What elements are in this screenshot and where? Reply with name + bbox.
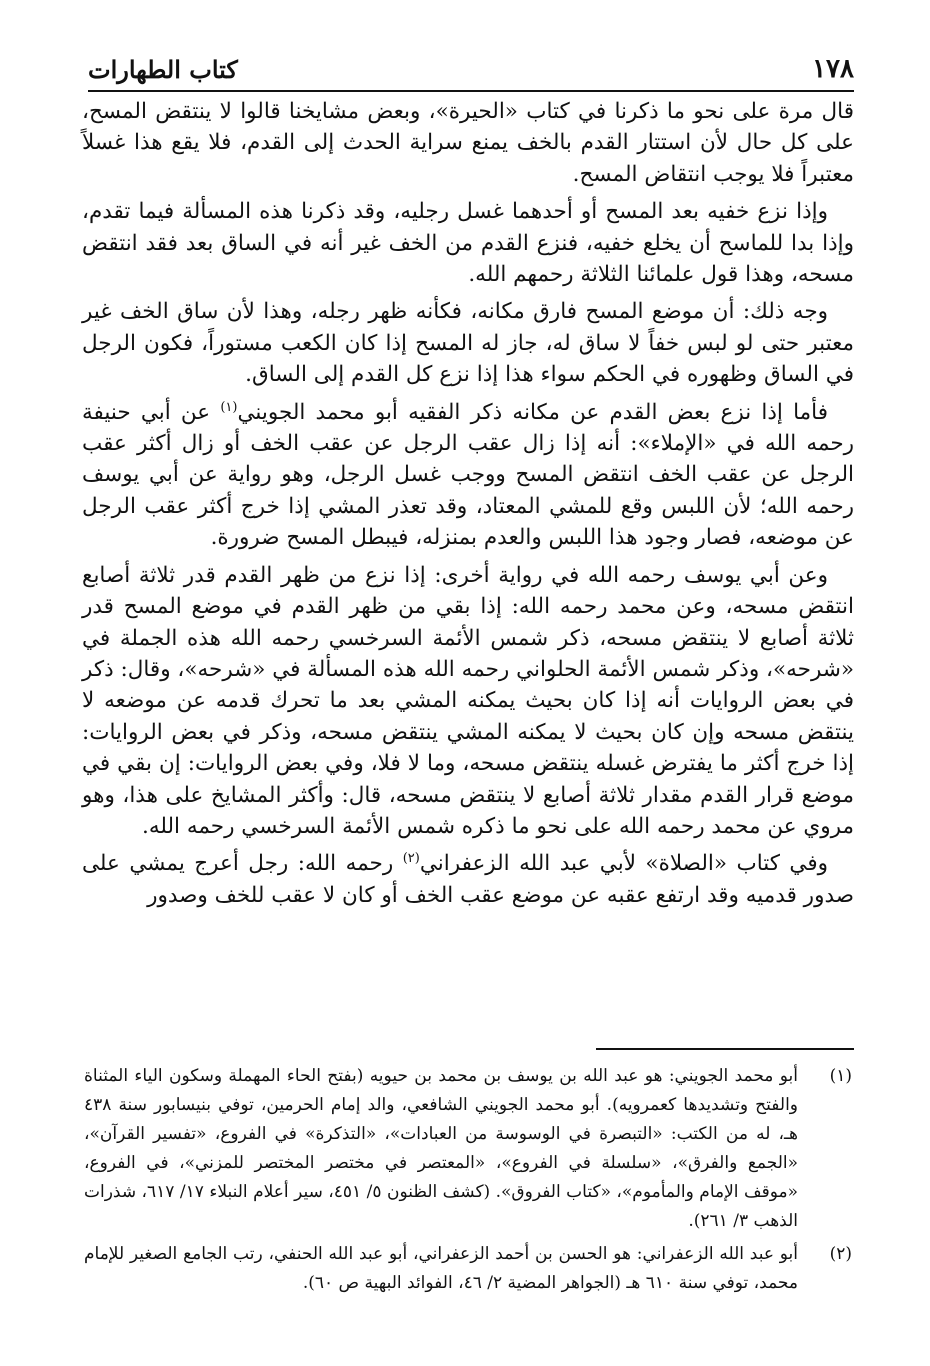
footnote-reference: (١): [220, 399, 238, 415]
footnote: [84, 1062, 852, 1236]
footnote-number: (١): [829, 1066, 852, 1086]
footnote-text: أبو محمد الجويني: هو عبد الله بن يوسف بن محمد بن حيويه (بفتح الحاء المهملة وسكون الياء المثناة والفتح وتشديدها كعمرويه). أبو محمد الجويني الشافعي، والد إمام الحرمين، توفي بنيسابور سنة ٤٣٨ هـ، له من الكتب: «التبصرة في الوسوسة من العبادات»، «التذكرة» في الفروع، «تفسير القرآن»، «الجمع والفرق»، «سلسلة في الفروع»، «المعتصر في مختصر المختصر للمزني»، في الفروع، «موقف الإمام والمأموم»، «كتاب الفروق». (كشف الظنون ٥/ ٤٥١، سير أعلام النبلاء ١٧/ ٦١٧، شذرات الذهب ٣/ ٢٦١).: [84, 1066, 798, 1231]
paragraph-lead: فأما إذا نزع بعض القدم عن مكانه ذكر الفقيه أبو محمد الجويني: [237, 399, 828, 425]
paragraph: وإذا نزع خفيه بعد المسح أو أحدهما غسل رجليه، وقد ذكرنا هذه المسألة فيما تقدم، وإذا بدا للماسح أن يخلع خفيه، فنزع القدم من الخف غير أنه في الساق بعد فقد انتقض مسحه، وهذا قول علمائنا الثلاثة رحمهم الله.: [82, 199, 854, 288]
paragraph-continuation: رحمه الله: رجل أعرج يمشي على صدور قدميه وقد ارتفع عقبه عن موضع عقب الخف أو كان لا عقب للخف وصدور: [82, 851, 854, 908]
paragraph: قال مرة على نحو ما ذكرنا في كتاب «الحيرة»، وبعض مشايخنا قالوا لا ينتقض المسح، على كل حال لأن استتار القدم بالخف يمنع سراية الحدث إلى القدم، فلا يقع هذا غسلاً معتبراً فلا يوجب انتقاض المسح.: [82, 99, 854, 187]
paragraph-segment: [393, 851, 402, 876]
page-number: ١٧٨: [812, 54, 854, 84]
footnote-number: (٢): [829, 1244, 852, 1264]
paragraph: [82, 397, 854, 554]
paragraph: [82, 848, 854, 911]
paragraph: وعن أبي يوسف رحمه الله في رواية أخرى: إذا نزع من ظهر القدم قدر ثلاثة أصابع انتقض مسحه، وعن محمد رحمه الله: إذا بقي من ظهر القدم في موضع المسح قدر ثلاثة أصابع لا ينتقض مسحه، ذكر شمس الأئمة السرخسي رحمه الله هذه الجملة في «شرحه»، وذكر شمس الأئمة الحلواني رحمه الله هذه المسألة في «شرحه»، وقال: ذكر في بعض الروايات أنه إذا كان بحيث يمكنه المشي بعد ما تحرك قدمه عن موضعه لا ينتقض مسحه وإن كان بحيث لا يمكنه المشي ينتقض مسحه، وذكر في بعض الروايات: إذا خرج أكثر ما يفترض غسله ينتقض مسحه، وما لا فلا، وفي بعض الروايات: إن بقي في موضع قرار القدم مقدار ثلاثة أصابع لا ينتقض مسحه، قال: وأكثر المشايخ على هذا، وهو مروي عن محمد رحمه الله على نحو ما ذكره شمس الأئمة السرخسي رحمه الله.: [82, 562, 854, 839]
running-title: كتاب الطهارات: [88, 55, 238, 84]
footnote-text: أبو عبد الله الزعفراني: هو الحسن بن أحمد الزعفراني، أبو عبد الله الحنفي، رتب الجامع الصغير للإمام محمد، توفي سنة ٦١٠ هـ (الجواهر المضية ٢/ ٤٦، الفوائد البهية ص ٦٠).: [84, 1244, 798, 1293]
footnote: [84, 1240, 852, 1298]
paragraph-lead: وفي كتاب «الصلاة» لأبي عبد الله الزعفراني: [419, 851, 829, 877]
page-header: [88, 44, 854, 92]
paragraph: وجه ذلك: أن موضع المسح فارق مكانه، فكأنه ظهر رجله، وهذا لأن ساق الخف غير معتبر حتى لو لبس خفاً لا ساق له، جاز له المسح إذا كان الكعب مستوراً، فكون الرجل في الساق وظهوره في الحكم سواء هذا إذا نزع كل القدم إلى الساق.: [82, 299, 854, 388]
paragraph-segment: عن أبي حنيفة: [82, 399, 221, 425]
paragraph-continuation: رحمه الله في «الإملاء»: أنه إذا زال عقب الرجل عن عقب الخف أو زال أكثر عقب الرجل عن عقب الخف انتقض المسح ووجب غسل الرجل، وهو رواية عن أبي يوسف رحمه الله؛ لأن اللبس وقع للمشي المعتاد، وقد تعذر المشي إذا خرج أكثر عقب الرجل عن موضعه، فصار وجود هذا اللبس والعدم بمنزله، فيبطل المسح ضرورة.: [82, 431, 854, 551]
footnote-reference: (٢): [402, 851, 420, 867]
footnotes: [84, 1062, 852, 1302]
footnote-divider: [596, 1048, 854, 1050]
main-text: [82, 96, 854, 917]
